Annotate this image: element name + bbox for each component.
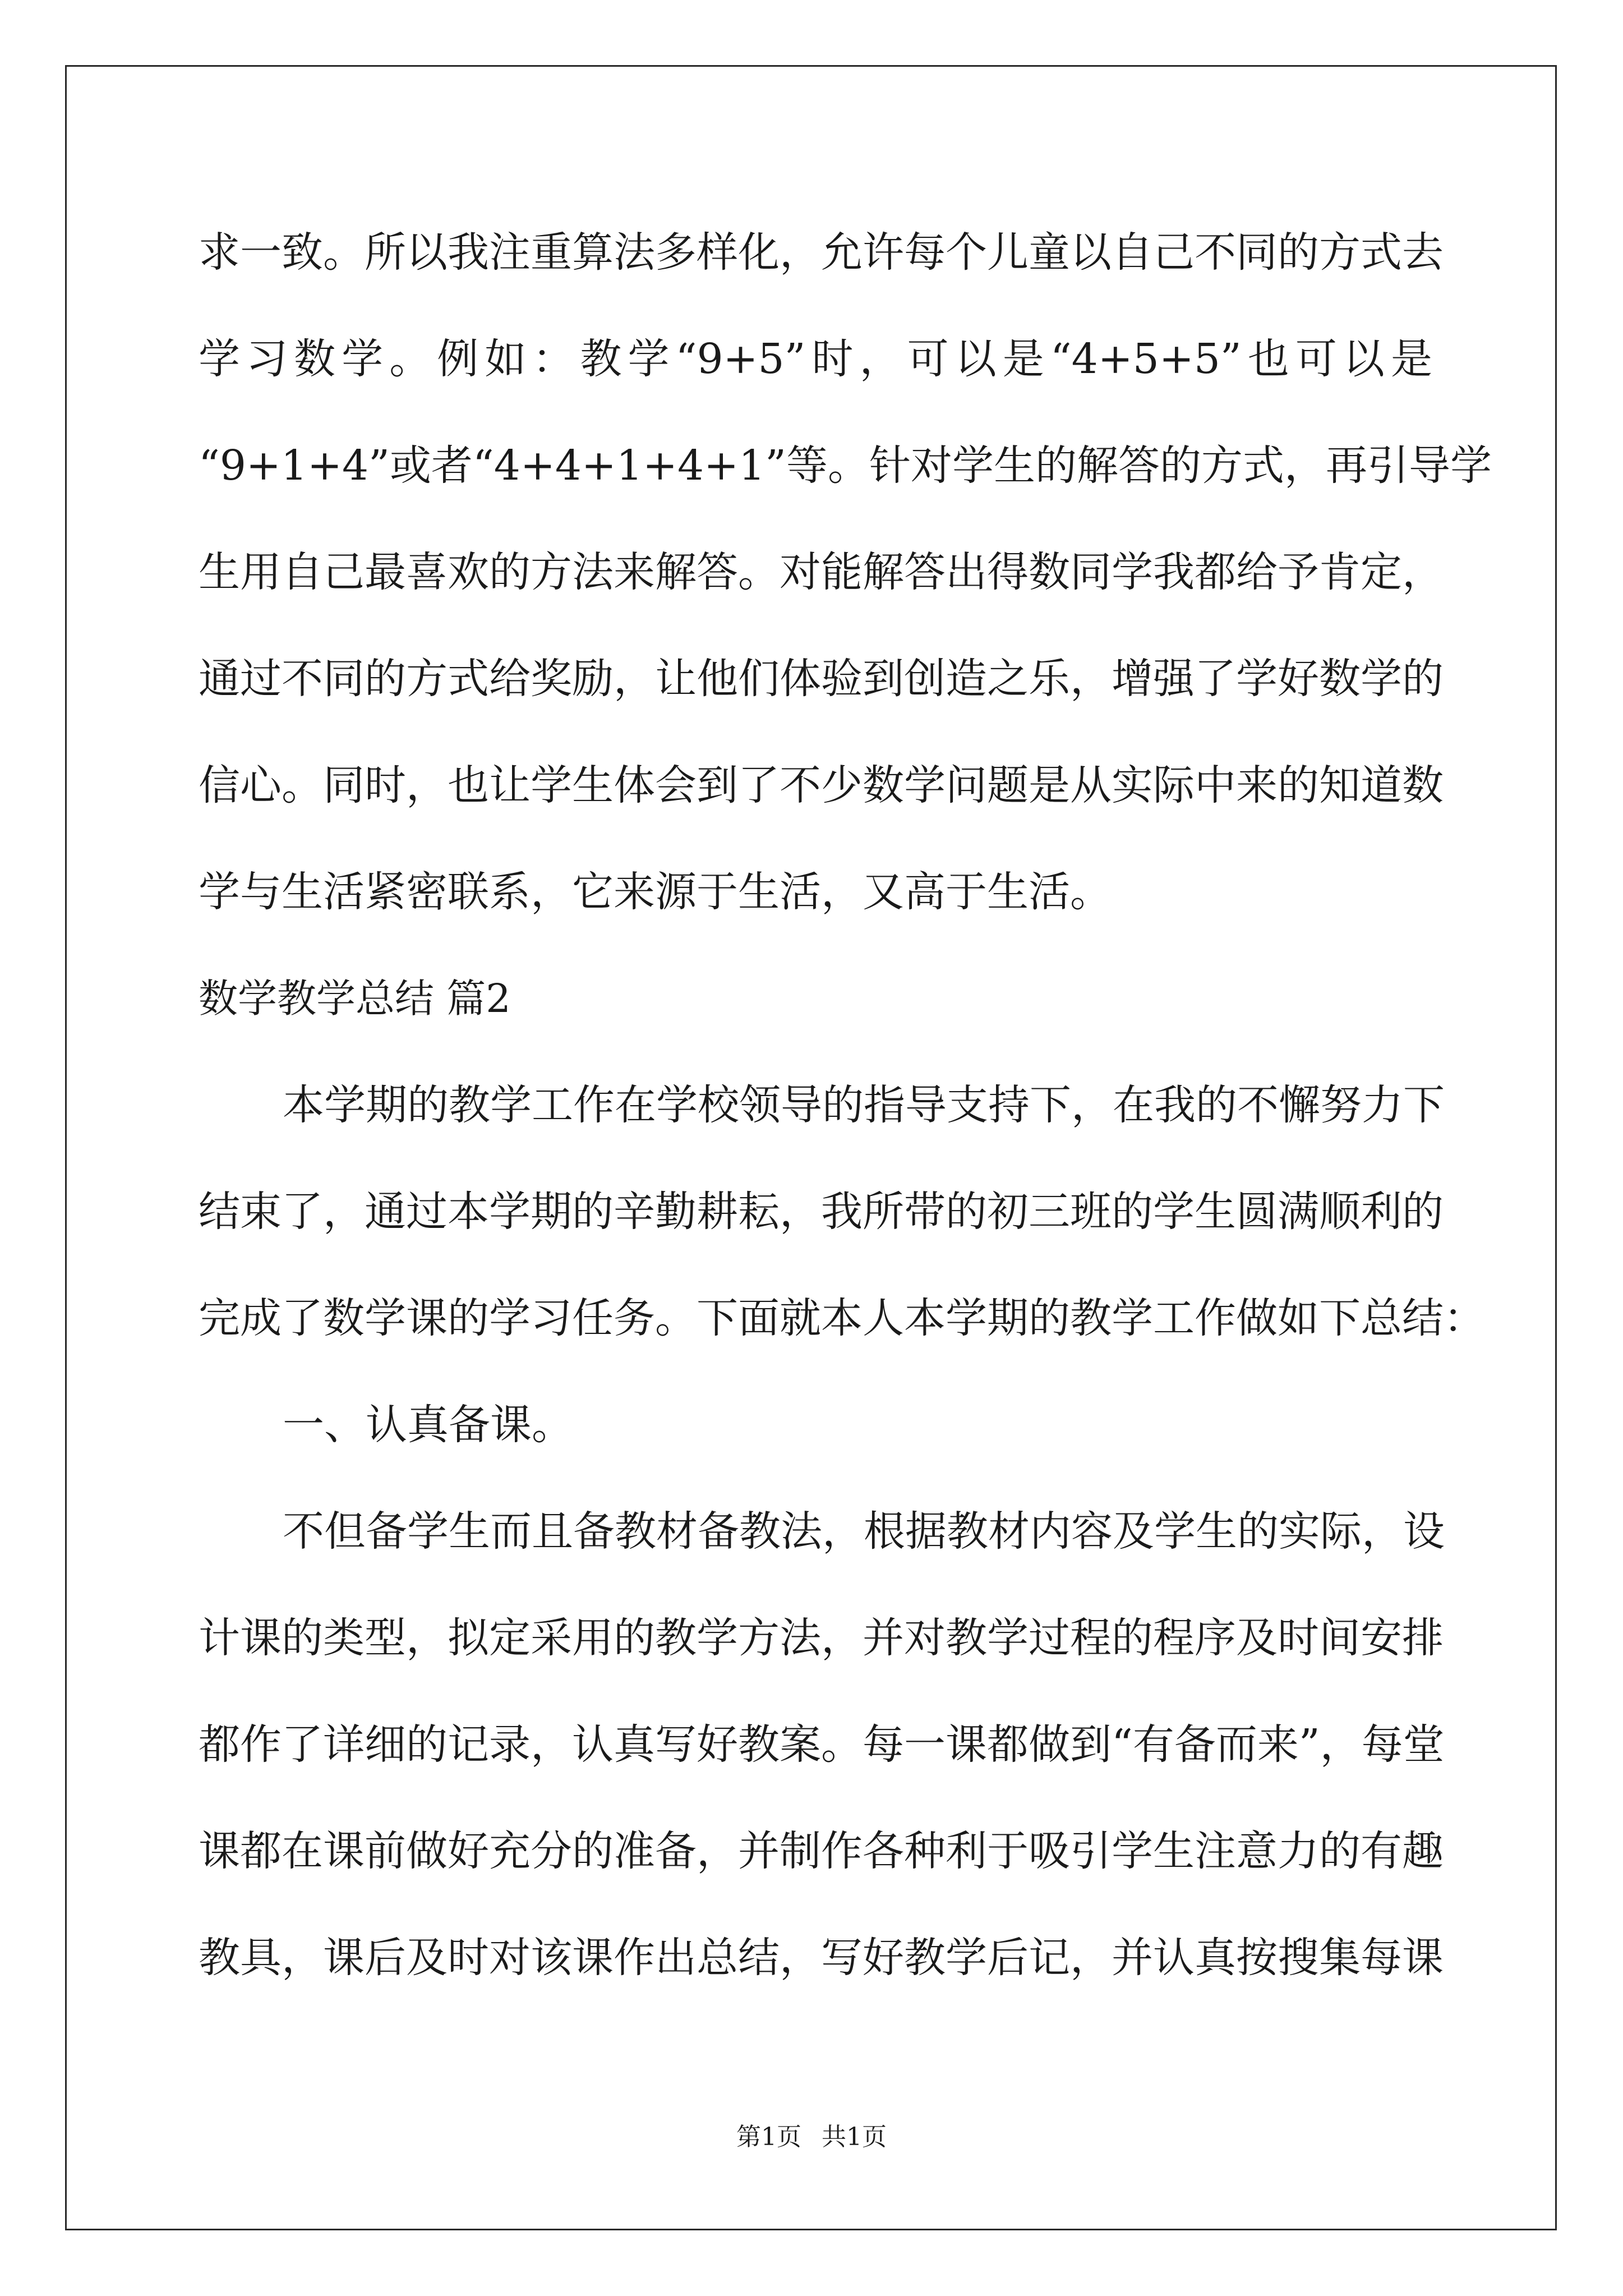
- text-line: 教具，课后及时对该课作出总结，写好教学后记，并认真按搜集每课: [199, 1934, 1444, 1982]
- text-line: 学习数学。例如：教学“9+5”时，可以是“4+5+5”也可以是: [199, 335, 1432, 383]
- text-line: 都作了详细的记录，认真写好教案。每一课都做到“有备而来”，每堂: [199, 1720, 1445, 1769]
- text-line: 结束了，通过本学期的辛勤耕耘，我所带的初三班的学生圆满顺利的: [199, 1188, 1444, 1236]
- page-number: 第1页: [736, 2123, 801, 2151]
- subheading: 一、认真备课。: [283, 1401, 573, 1449]
- text-line: 生用自己最喜欢的方法来解答。对能解答出得数同学我都给予肯定，: [199, 548, 1444, 596]
- text-line: 完成了数学课的学习任务。下面就本人本学期的教学工作做如下总结：: [199, 1294, 1485, 1342]
- page-total: 共1页: [822, 2123, 887, 2151]
- page-footer: [0, 2120, 1623, 2154]
- text-line: 课都在课前做好充分的准备，并制作各种利于吸引学生注意力的有趣: [199, 1827, 1444, 1875]
- text-line: 不但备学生而且备教材备教法，根据教材内容及学生的实际，设: [283, 1507, 1445, 1556]
- text-line: 信心。同时，也让学生体会到了不少数学问题是从实际中来的知道数: [199, 761, 1444, 809]
- text-line: 通过不同的方式给奖励，让他们体验到创造之乐，增强了学好数学的: [199, 655, 1444, 703]
- paragraph-1: [199, 219, 1492, 965]
- text-line: 学与生活紧密联系，它来源于生活，又高于生活。: [199, 868, 1112, 916]
- section-heading: 数学教学总结 篇2: [199, 976, 511, 1022]
- text-line: 本学期的教学工作在学校领导的指导支持下，在我的不懈努力下: [283, 1081, 1445, 1129]
- text-line: “9+1+4”或者“4+4+1+4+1”等。针对学生的解答的方式，再引导学: [199, 441, 1492, 490]
- text-line: 求一致。所以我注重算法多样化，允许每个儿童以自己不同的方式去: [199, 228, 1444, 277]
- text-line: 计课的类型，拟定采用的教学方法，并对教学过程的程序及时间安排: [199, 1614, 1444, 1662]
- paragraph-3: [199, 1498, 1445, 2031]
- document-body: [199, 219, 1492, 2031]
- paragraph-2: [199, 1071, 1485, 1391]
